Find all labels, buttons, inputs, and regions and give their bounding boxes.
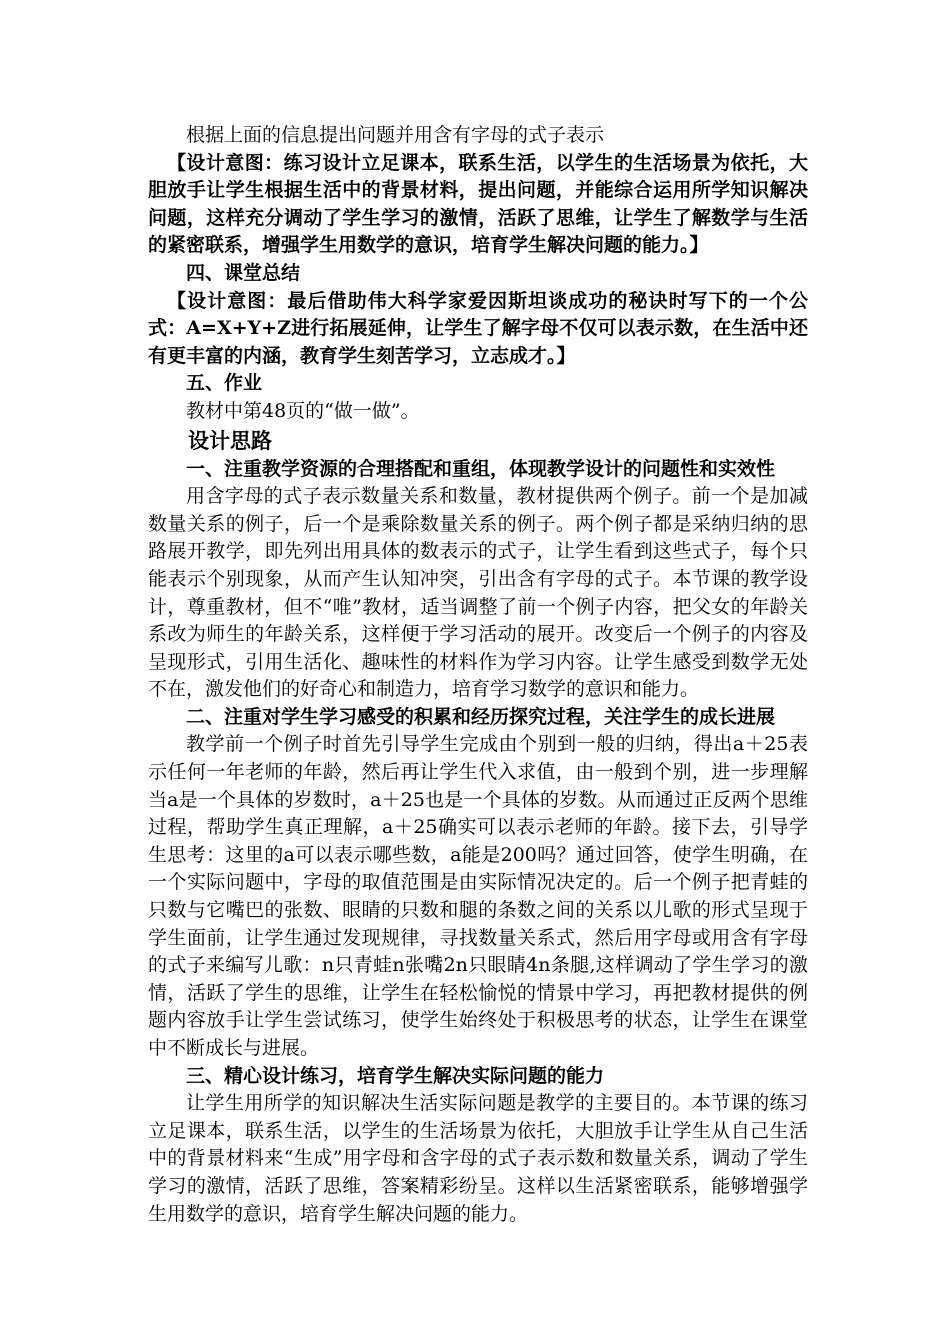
section-heading-resources: 一、注重教学资源的合理搭配和重组，体现教学设计的问题性和实效性 [186, 457, 776, 480]
paragraph-question-prompt: 根据上面的信息提出问题并用含有字母的式子表示 [186, 124, 605, 146]
section-heading-practice: 三、精心设计练习，培育学生解决实际问题的能力 [186, 1064, 605, 1087]
paragraph-resources: 用含字母的式子表示数量关系和数量，教材提供两个例子。前一个是加减数量关系的例子，后一个是乘除数量关系的例子。两个例子都是采纳归纳的思路展开教学，即先列出用具体的数表示的式子，让学生看到这些式子，每个只能表示个别现象，从而产生认知冲突，引出含有字母的式子。本节课的教学设计，尊重教材，但不“唯”教材，适当调整了前一个例子内容，把父女的年龄关系改为师生的年龄关系，这样便于学习活动的展开。改变后一个例子的内容及呈现形式，引用生活化、趣味性的材料作为学习内容。让学生感受到数学无处不在，激发他们的好奇心和制造力，培育学习数学的意识和能力。 [148, 485, 808, 701]
title-design-thinking: 设计思路 [188, 427, 272, 453]
section-heading-experience: 二、注重对学生学习感受的积累和经历探究过程，关注学生的成长进展 [186, 705, 776, 728]
section-heading-summary: 四、课堂总结 [186, 261, 301, 284]
paragraph-experience: 教学前一个例子时首先引导学生完成由个别到一般的归纳，得出a＋25表示任何一年老师的年龄，然后再让学生代入求值，由一般到个别，进一步理解当a是一个具体的岁数时，a＋25也是一个具体的岁数。从而通过正反两个思维过程，帮助学生真正理解，a＋25确实可以表示老师的年龄。接下去，引导学生思考：这里的a可以表示哪些数，a能是200吗？通过回答，使学生明确，在一个实际问题中，字母的取值范围是由实际情况决定的。后一个例子把青蛙的只数与它嘴巴的张数、眼睛的只数和腿的条数之间的关系以儿歌的形式呈现于学生面前，让学生通过发现规律，寻找数量关系式，然后用字母或用含有字母的式子来编写儿歌：n只青蛙n张嘴2n只眼睛4n条腿,这样调动了学生学习的激情，活跃了学生的思维，让学生在轻松愉悦的情景中学习，再把教材提供的例题内容放手让学生尝试练习，使学生始终处于积极思考的状态，让学生在课堂中不断成长与进展。 [148, 733, 808, 1059]
paragraph-practice: 让学生用所学的知识解决生活实际问题是教学的主要目的。本节课的练习立足课本，联系生活，以学生的生活场景为依托，大胆放手让学生从自己生活中的背景材料来“生成”用字母和含字母的式子表示数和数量关系，调动了学生学习的激情，活跃了思维，答案精彩纷呈。这样以生活紧密联系，能够增强学生用数学的意识，培育学生解决问题的能力。 [148, 1092, 808, 1225]
paragraph-homework: 教材中第48页的“做一做”。 [186, 399, 420, 422]
design-intent-note-practice: 【设计意图：练习设计立足课本，联系生活，以学生的生活场景为依托，大胆放手让学生根据生活中的背景材料，提出问题，并能综合运用所学知识解决问题，这样充分调动了学生学习的激情，活跃了思维，让学生了解数学与生活的紧密联系，增强学生用数学的意识，培育学生解决问题的能力。】 [148, 151, 808, 257]
section-heading-homework: 五、作业 [186, 372, 263, 395]
document-body [148, 122, 808, 1228]
design-intent-note-summary: 【设计意图：最后借助伟大科学家爱因斯坦谈成功的秘诀时写下的一个公式：A=X+Y+Z进行拓展延伸，让学生了解字母不仅可以表示数，在生活中还有更丰富的内涵，教育学生刻苦学习，立志成才。】 [148, 289, 808, 367]
